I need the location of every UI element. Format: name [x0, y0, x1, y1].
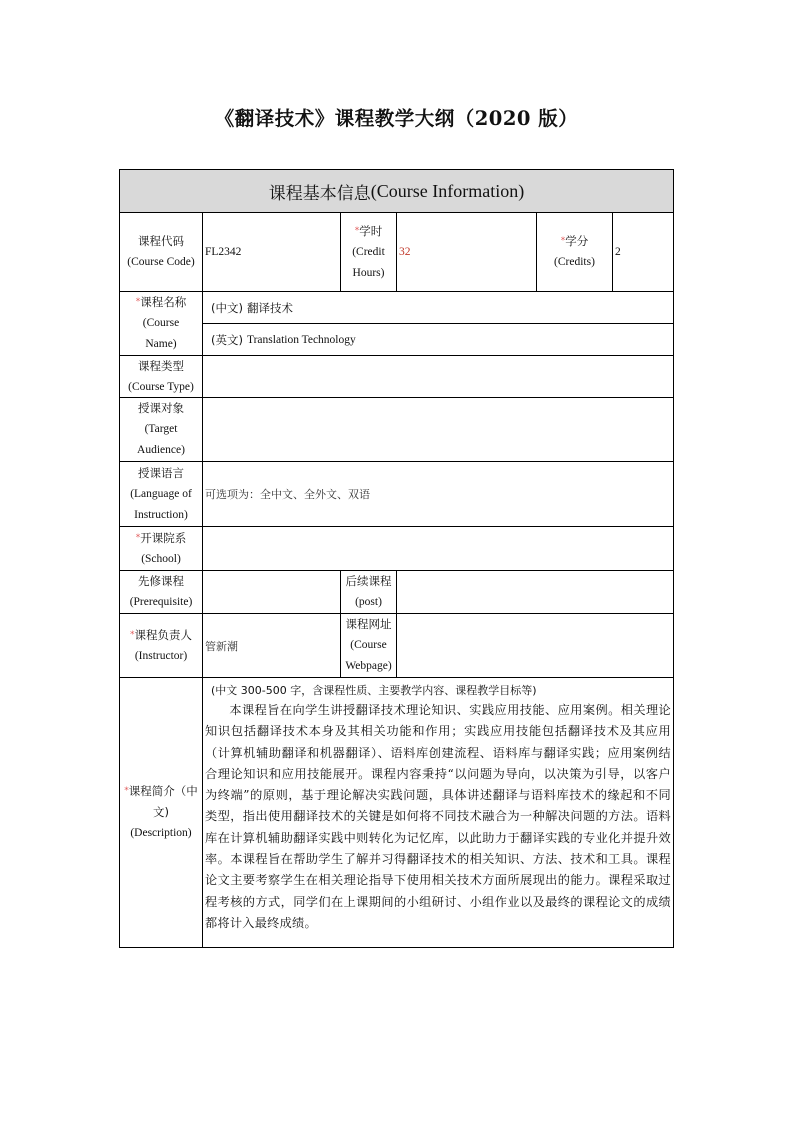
- post-course-value[interactable]: [396, 570, 674, 614]
- table-header: [119, 169, 674, 213]
- header-zh: 课程基本信息: [268, 183, 371, 204]
- course-name-en-value: Translation Technology: [246, 333, 356, 346]
- post-course-label: 后续课程 (post): [340, 570, 397, 614]
- course-code-label: 课程代码 (Course Code): [119, 212, 203, 292]
- course-name-zh-value: 翻译技术: [246, 300, 293, 315]
- credits-label: *学分 (Credits): [536, 212, 613, 292]
- prerequisite-value[interactable]: [202, 570, 341, 614]
- webpage-label: 课程网址 (Course Webpage): [340, 613, 397, 678]
- course-name-zh[interactable]: [202, 291, 674, 324]
- target-audience-label: 授课对象 (Target Audience): [119, 397, 203, 462]
- course-name-label: *课程名称 (Course Name): [119, 291, 203, 356]
- course-type-label: 课程类型 (Course Type): [119, 355, 203, 398]
- credit-hours-label: *学时 (Credit Hours): [340, 212, 397, 292]
- description-body: 本课程旨在向学生讲授翻译技术理论知识、实践应用技能、应用案例。相关理论知识包括翻译技术本身及其相关功能和作用；实践应用技能包括翻译技术及其应用（计算机辅助翻译和机器翻译）、语料库创建流程、语料库与翻译实践；应用案例结合理论知识和应用技能展开。课程内容秉持“以问题为导向，以决策为引导，以客户为终端”的原则，基于理论解决实践问题，具体讲述翻译与语料库技术的缘起和不同类型，指出使用翻译技术的关键是如何将不同技术融合为一种解决问题的方法。语料库在计算机辅助翻译实践中则转化为记忆库，以此助力于翻译实践的专业化并提升效率。本课程旨在帮助学生了解并习得翻译技术的相关知识、方法、技术和工具。课程论文主要考察学生在相关理论指导下使用相关技术方面所展现出的能力。课程采取过程考核的方式，同学们在上课期间的小组研讨、小组作业以及最终的课程论文的成绩都将计入最终成绩。: [205, 703, 671, 930]
- course-info-table: [119, 169, 674, 948]
- school-value[interactable]: [202, 526, 674, 571]
- required-mark: *: [560, 236, 566, 246]
- description-value[interactable]: [202, 677, 674, 948]
- prerequisite-label: 先修课程 (Prerequisite): [119, 570, 203, 614]
- school-label: *开课院系 (School): [119, 526, 203, 571]
- course-type-value[interactable]: [202, 355, 674, 398]
- credits-value[interactable]: 2: [612, 212, 674, 292]
- language-label: 授课语言 (Language of Instruction): [119, 461, 203, 527]
- course-name-en[interactable]: [202, 323, 674, 356]
- document-title: 《翻译技术》课程教学大纲（2020 版）: [214, 107, 579, 130]
- required-mark: *: [124, 786, 129, 796]
- required-mark: *: [354, 225, 360, 236]
- instructor-label: *课程负责人 (Instructor): [119, 613, 203, 678]
- language-value[interactable]: 可选项为：全中文、全外文、双语: [202, 461, 674, 527]
- required-mark: *: [135, 297, 141, 307]
- header-en: (Course Information): [370, 180, 525, 201]
- instructor-value[interactable]: 管新潮: [202, 613, 341, 678]
- zh-prefix: (中文): [211, 300, 243, 315]
- required-mark: *: [135, 532, 141, 543]
- course-code-value[interactable]: FL2342: [202, 212, 341, 292]
- description-note: (中文 300-500 字，含课程性质、主要教学内容、课程教学目标等): [211, 684, 537, 697]
- target-audience-value[interactable]: [202, 397, 674, 462]
- webpage-value[interactable]: [396, 613, 674, 678]
- en-prefix: (英文): [211, 332, 243, 347]
- credit-hours-value[interactable]: 32: [396, 212, 537, 292]
- required-mark: *: [130, 629, 135, 640]
- description-label: *课程简介（中 文) (Description): [119, 677, 203, 948]
